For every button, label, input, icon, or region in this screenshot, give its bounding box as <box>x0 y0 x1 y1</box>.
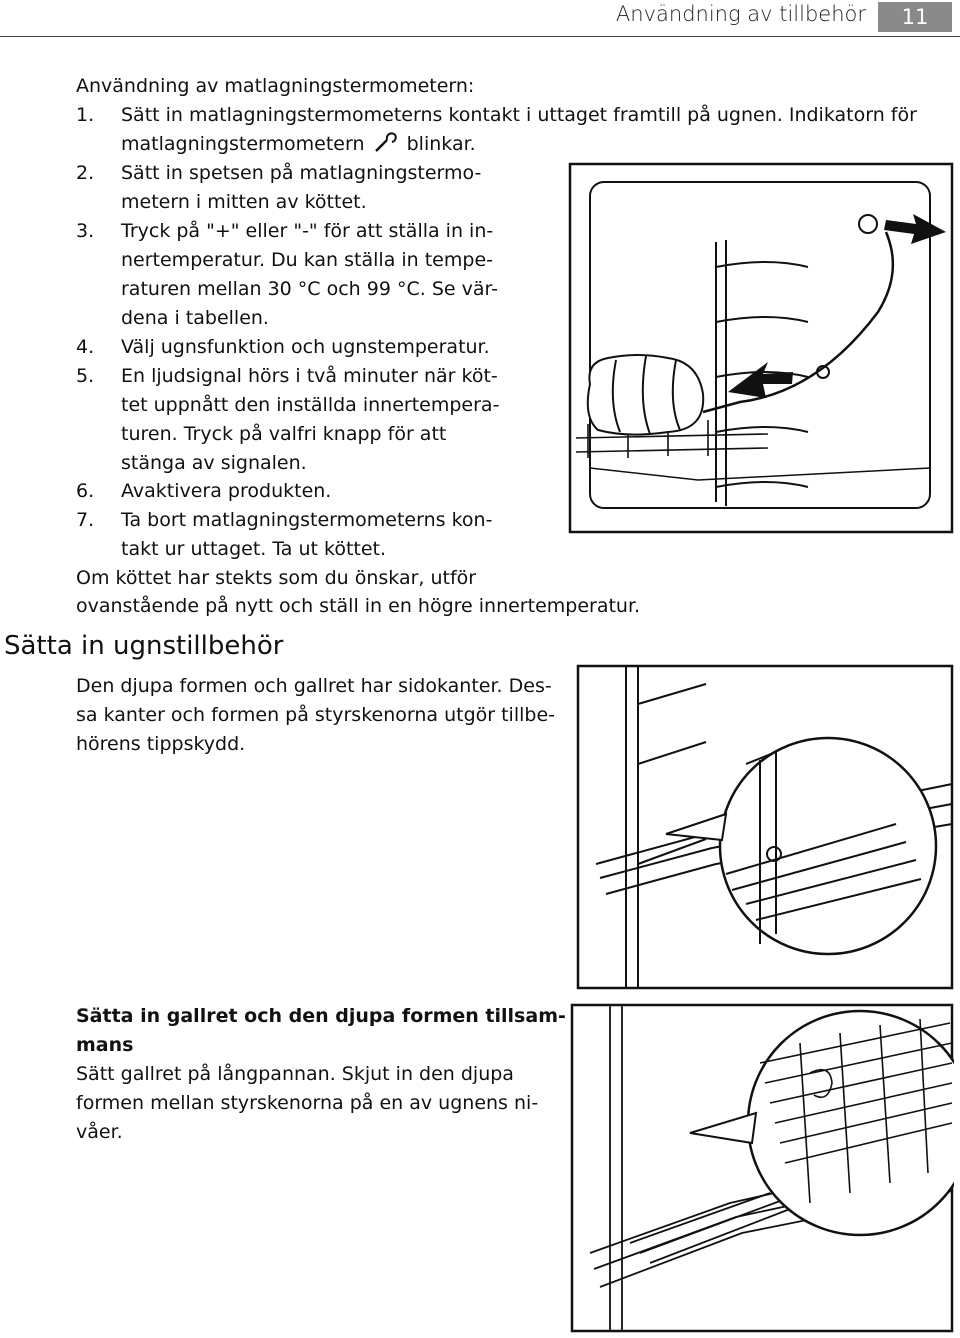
step-number: 4. <box>76 336 95 358</box>
paragraph-line: hörens tippskydd. <box>76 733 246 755</box>
paragraph-line: Sätt gallret på långpannan. Skjut in den djupa <box>76 1063 514 1085</box>
page-number: 11 <box>878 2 952 32</box>
step-line: metern i mitten av köttet. <box>121 191 367 213</box>
step-line: Ta bort matlagningstermometerns kon- <box>121 509 493 531</box>
intro-text: Användning av matlagningstermometern: <box>76 75 475 97</box>
page-header <box>0 0 960 37</box>
step-line: nertemperatur. Du kan ställa in tempe- <box>121 249 493 271</box>
step-line: tet uppnått den inställda innertempera- <box>121 394 500 416</box>
step-line: raturen mellan 30 °C och 99 °C. Se vär- <box>121 278 498 300</box>
step-line: stänga av signalen. <box>121 452 307 474</box>
oven-probe-illustration <box>568 162 954 534</box>
paragraph-line: formen mellan styrskenorna på en av ugnens ni- <box>76 1092 539 1114</box>
subheading-line: mans <box>76 1034 134 1056</box>
step-line: Sätt in spetsen på matlagningstermo- <box>121 162 482 184</box>
step-line: Sätt in matlagningstermometerns kontakt i uttaget framtill på ugnen. Indikatorn för <box>121 104 917 126</box>
step-line-part: matlagningstermometern <box>121 133 365 155</box>
step-line-part: blinkar. <box>406 133 476 155</box>
paragraph-line: Den djupa formen och gallret har sidokanter. Des- <box>76 675 552 697</box>
step-number: 2. <box>76 162 95 184</box>
header-title: Användning av tillbehör <box>615 2 866 26</box>
step-line: Välj ugnsfunktion och ugnstemperatur. <box>121 336 490 358</box>
outro-line: Om köttet har stekts som du önskar, utför <box>76 567 477 589</box>
tray-runner-illustration <box>576 664 954 990</box>
step-line: turen. Tryck på valfri knapp för att <box>121 423 447 445</box>
grill-pan-illustration <box>570 1003 954 1333</box>
step-line: Avaktivera produkten. <box>121 480 332 502</box>
step-number: 7. <box>76 509 95 531</box>
paragraph-line: våer. <box>76 1121 123 1143</box>
step-line <box>121 130 476 159</box>
outro-line: ovanstående på nytt och ställ in en högre innertemperatur. <box>76 595 641 617</box>
step-number: 1. <box>76 104 95 126</box>
step-line: dena i tabellen. <box>121 307 269 329</box>
step-line: Tryck på "+" eller "-" för att ställa in in- <box>121 220 494 242</box>
section-heading: Sätta in ugnstillbehör <box>4 631 284 661</box>
step-line: En ljudsignal hörs i två minuter när köt- <box>121 365 498 387</box>
meat-probe-icon <box>373 131 399 153</box>
step-number: 3. <box>76 220 95 242</box>
step-line: takt ur uttaget. Ta ut köttet. <box>121 538 387 560</box>
subheading-line: Sätta in gallret och den djupa formen tillsam- <box>76 1005 566 1027</box>
paragraph-line: sa kanter och formen på styrskenorna utgör tillbe- <box>76 704 555 726</box>
step-number: 5. <box>76 365 95 387</box>
step-number: 6. <box>76 480 95 502</box>
